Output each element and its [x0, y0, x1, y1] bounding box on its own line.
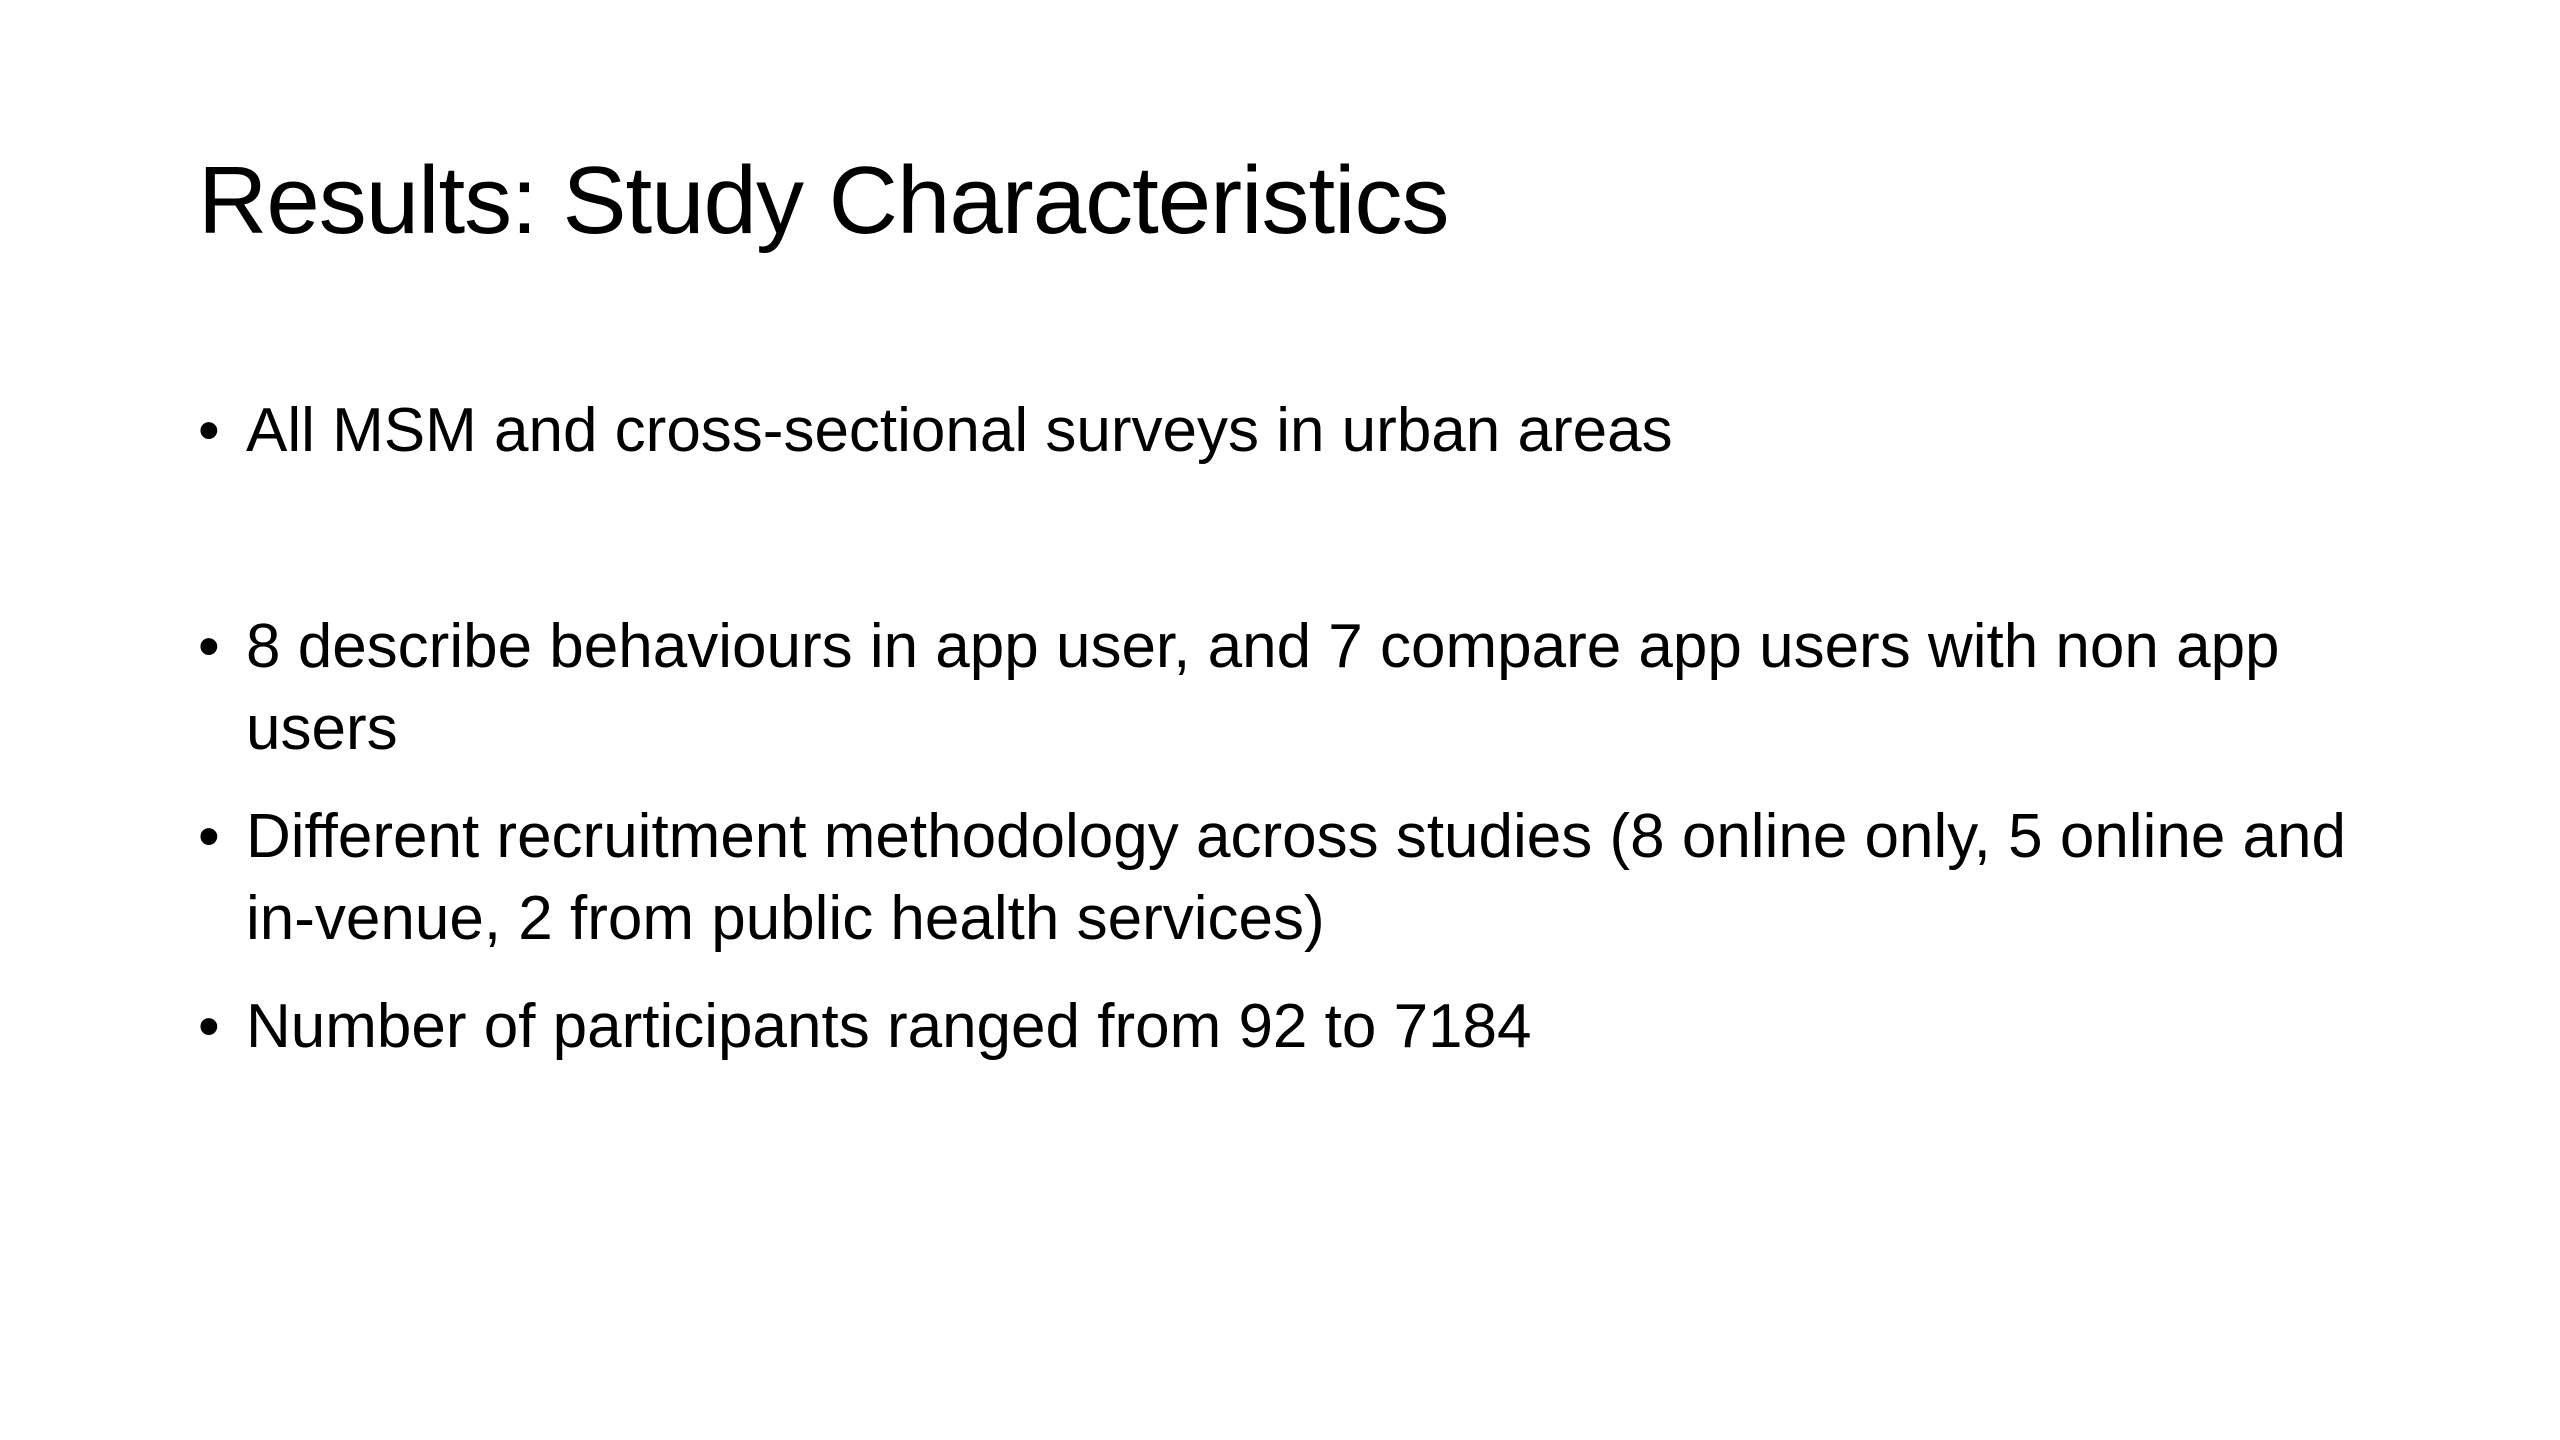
slide-title: Results: Study Characteristics [198, 147, 1449, 254]
bullet-icon: • [198, 992, 220, 1061]
bullet-item [198, 796, 2398, 960]
bullet-icon: • [198, 802, 220, 871]
bullet-text: Number of participants ranged from 92 to 7184 [246, 992, 1532, 1061]
bullet-item [198, 986, 2398, 1068]
bullet-icon: • [198, 612, 220, 681]
bullet-text: Different recruitment methodology across studies (8 online only, 5 online and in-venue, 2 from public health services) [246, 802, 2346, 953]
bullet-item [198, 606, 2398, 770]
bullet-item [198, 390, 2398, 472]
bullet-list [198, 390, 2398, 1094]
bullet-icon: • [198, 396, 220, 465]
bullet-text: All MSM and cross-sectional surveys in urban areas [246, 396, 1673, 465]
bullet-text: 8 describe behaviours in app user, and 7 compare app users with non app users [246, 612, 2280, 763]
